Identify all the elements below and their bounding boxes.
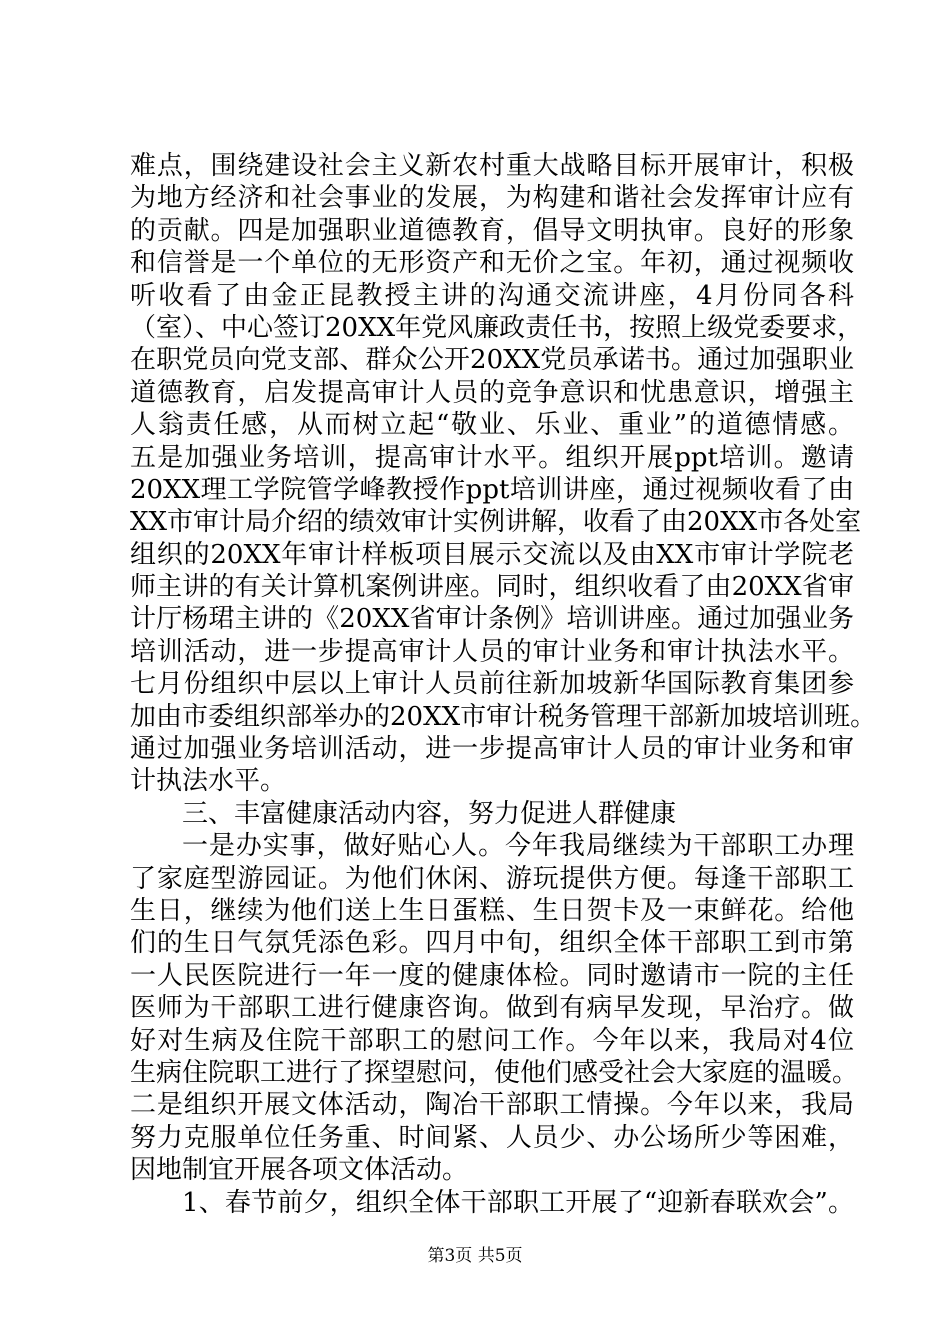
text-line: 20XX理工学院管学峰教授作ppt培训讲座，通过视频收看了由 <box>130 474 854 505</box>
text-line: 医师为干部职工进行健康咨询。做到有病早发现，早治疗。做 <box>130 993 854 1024</box>
text-line: 二是组织开展文体活动，陶冶干部职工情操。今年以来，我局 <box>130 1090 854 1121</box>
text-line: （室）、中心签订20XX年党风廉政责任书，按照上级党委要求， <box>130 312 864 343</box>
text-line: 难点，围绕建设社会主义新农村重大战略目标开展审计，积极 <box>130 151 854 181</box>
text-line: XX市审计局介绍的绩效审计实例讲解，收看了由20XX市各处室 <box>130 507 862 538</box>
text-line: 一人民医院进行一年一度的健康体检。同时邀请市一院的主任 <box>130 960 854 991</box>
text-line: 好对生病及住院干部职工的慰问工作。今年以来，我局对4位 <box>130 1025 854 1056</box>
text-line: 听收看了由金正昆教授主讲的沟通交流讲座，4月份同各科 <box>130 280 854 311</box>
text-line: 师主讲的有关计算机案例讲座。同时，组织收看了由20XX省审 <box>130 572 854 603</box>
text-line: 通过加强业务培训活动，进一步提高审计人员的审计业务和审 <box>130 734 854 765</box>
text-line: 一是办实事，做好贴心人。今年我局继续为干部职工办理 <box>182 831 854 862</box>
text-line: 组织的20XX年审计样板项目展示交流以及由XX市审计学院老 <box>130 539 854 570</box>
text-line: 生日，继续为他们送上生日蛋糕、生日贺卡及一束鲜花。给他 <box>130 895 854 926</box>
text-line: 因地制宜开展各项文体活动。 <box>130 1155 469 1186</box>
text-line: 七月份组织中层以上审计人员前往新加坡新华国际教育集团参 <box>130 669 854 700</box>
text-line: 们的生日气氛凭添色彩。四月中旬，组织全体干部职工到市第 <box>130 928 854 959</box>
text-line: 的贡献。四是加强职业道德教育，倡导文明执审。良好的形象 <box>130 215 854 246</box>
text-line: 计厅杨珺主讲的《20XX省审计条例》培训讲座。通过加强业务 <box>130 604 854 635</box>
text-line: 1、春节前夕，组织全体干部职工开展了“迎新春联欢会”。 <box>182 1187 854 1218</box>
text-line: 人翁责任感，从而树立起“敬业、乐业、重业”的道德情感。 <box>130 410 854 441</box>
text-line: 了家庭型游园证。为他们休闲、游玩提供方便。每逢干部职工 <box>130 863 854 894</box>
document-body <box>130 150 877 1219</box>
text-line: 在职党员向党支部、群众公开20XX党员承诺书。通过加强职业 <box>130 345 854 376</box>
page-footer: 第3页 共5页 <box>427 1246 523 1266</box>
text-line: 道德教育，启发提高审计人员的竞争意识和忧患意识，增强主 <box>130 377 854 408</box>
text-line: 计执法水平。 <box>130 766 287 797</box>
text-line: 五是加强业务培训，提高审计水平。组织开展ppt培训。邀请 <box>130 442 854 473</box>
section-heading: 三、丰富健康活动内容，努力促进人群健康 <box>182 798 677 829</box>
text-line: 为地方经济和社会事业的发展，为构建和谐社会发挥审计应有 <box>130 183 854 214</box>
text-line: 生病住院职工进行了探望慰问，使他们感受社会大家庭的温暖。 <box>130 1057 859 1088</box>
text-line: 培训活动，进一步提高审计人员的审计业务和审计执法水平。 <box>130 636 854 667</box>
text-line: 努力克服单位任务重、时间紧、人员少、办公场所少等困难， <box>130 1122 854 1153</box>
text-line: 和信誉是一个单位的无形资产和无价之宝。年初，通过视频收 <box>130 248 854 279</box>
text-line: 加由市委组织部举办的20XX市审计税务管理干部新加坡培训班。 <box>130 701 877 732</box>
